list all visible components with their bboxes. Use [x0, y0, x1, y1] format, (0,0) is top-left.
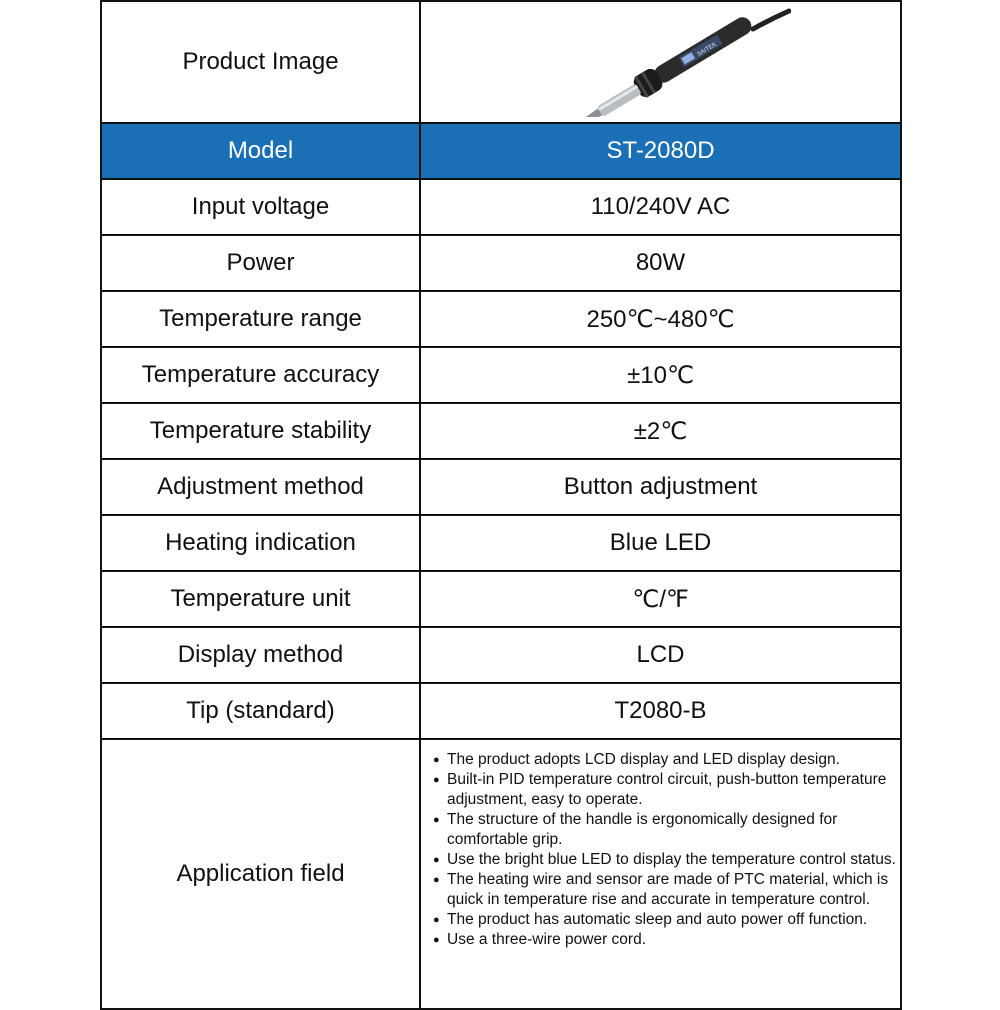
spec-label: Temperature unit [101, 571, 420, 627]
product-image-label: Product Image [101, 1, 420, 123]
list-item: ● The structure of the handle is ergonomically designed for comfortable grip. [433, 810, 896, 850]
spec-row [101, 515, 901, 571]
spec-row [101, 235, 901, 291]
list-item: ● Built-in PID temperature control circuit, push-button temperature adjustment, easy to operate. [433, 770, 896, 810]
application-label: Application field [101, 739, 420, 1009]
spec-label: Power [101, 235, 420, 291]
spec-value: Button adjustment [420, 459, 901, 515]
model-value: ST-2080D [420, 123, 901, 179]
spec-value: 80W [420, 235, 901, 291]
spec-table [100, 0, 902, 1010]
spec-value: 110/240V AC [420, 179, 901, 235]
spec-label: Tip (standard) [101, 683, 420, 739]
list-item: ● The product has automatic sleep and auto power off function. [433, 910, 896, 930]
list-item: ● Use the bright blue LED to display the temperature control status. [433, 850, 896, 870]
product-image-row [101, 1, 901, 123]
spec-label: Display method [101, 627, 420, 683]
spec-value: LCD [420, 627, 901, 683]
spec-label: Adjustment method [101, 459, 420, 515]
product-image-cell [420, 1, 901, 123]
spec-value: ±2℃ [420, 403, 901, 459]
spec-label: Heating indication [101, 515, 420, 571]
spec-row [101, 347, 901, 403]
list-item: ● The heating wire and sensor are made of PTC material, which is quick in temperature rise and accurate in temperature control. [433, 870, 896, 910]
application-list [433, 750, 896, 950]
spec-label: Temperature accuracy [101, 347, 420, 403]
list-item: ● Use a three-wire power cord. [433, 930, 896, 950]
model-header-row [101, 123, 901, 179]
spec-label: Temperature stability [101, 403, 420, 459]
application-list-cell [420, 739, 901, 1009]
model-label: Model [101, 123, 420, 179]
spec-row [101, 683, 901, 739]
spec-row [101, 571, 901, 627]
spec-row [101, 291, 901, 347]
list-item: ● The product adopts LCD display and LED display design. [433, 750, 896, 770]
spec-label: Input voltage [101, 179, 420, 235]
spec-row [101, 179, 901, 235]
spec-value: 250℃~480℃ [420, 291, 901, 347]
spec-row [101, 403, 901, 459]
spec-value: Blue LED [420, 515, 901, 571]
brand-text: SAITEK [695, 41, 718, 58]
spec-value: ±10℃ [420, 347, 901, 403]
spec-row [101, 627, 901, 683]
spec-value: T2080-B [420, 683, 901, 739]
spec-label: Temperature range [101, 291, 420, 347]
spec-row [101, 459, 901, 515]
application-row [101, 739, 901, 1009]
soldering-iron-image [531, 7, 791, 117]
spec-value: ℃/℉ [420, 571, 901, 627]
